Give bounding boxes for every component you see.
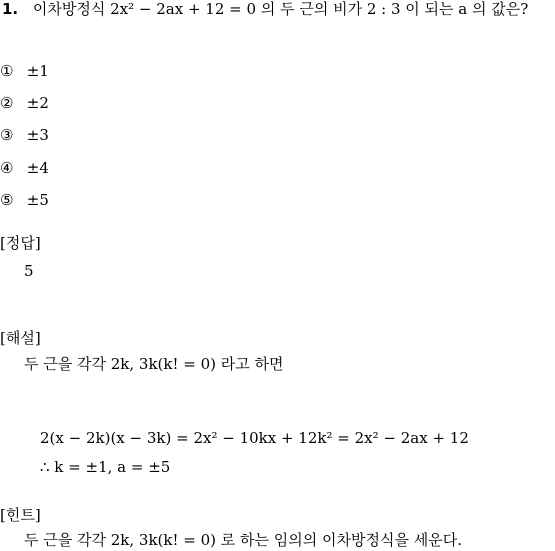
choice-4[interactable] <box>0 161 49 176</box>
answer-value: 5 <box>24 262 34 280</box>
question-number: 1. <box>2 0 19 18</box>
answer-label: [정답] <box>0 234 41 252</box>
choice-4-value: ±4 <box>26 159 49 177</box>
choice-3-marker: ③ <box>0 126 14 144</box>
choice-1[interactable] <box>0 64 49 79</box>
choice-3[interactable] <box>0 128 49 143</box>
question-text: 이차방정식 2x² − 2ax + 12 = 0 의 두 근의 비가 2 : 3 이 되는 a 의 값은? <box>32 0 529 18</box>
explanation-line: 두 근을 각각 2k, 3k(k! = 0) 라고 하면 <box>24 355 284 373</box>
choice-1-marker: ① <box>0 62 14 80</box>
choice-4-marker: ④ <box>0 159 14 177</box>
hint-text: 두 근을 각각 2k, 3k(k! = 0) 로 하는 임의의 이차방정식을 세운다. <box>24 531 462 549</box>
choice-2[interactable] <box>0 96 49 111</box>
explanation-label: [해설] <box>0 329 41 347</box>
choice-2-value: ±2 <box>26 94 49 112</box>
choice-5-value: ±5 <box>26 191 49 209</box>
hint-label: [힌트] <box>0 506 41 524</box>
question-header <box>2 2 528 17</box>
choice-5-marker: ⑤ <box>0 191 14 209</box>
choice-3-value: ±3 <box>26 126 49 144</box>
choice-1-value: ±1 <box>26 62 49 80</box>
explanation-conclusion: ∴ k = ±1, a = ±5 <box>40 458 171 476</box>
choice-5[interactable] <box>0 193 49 208</box>
choice-2-marker: ② <box>0 94 14 112</box>
explanation-equation: 2(x − 2k)(x − 3k) = 2x² − 10kx + 12k² = 2x² − 2ax + 12 <box>40 429 469 447</box>
